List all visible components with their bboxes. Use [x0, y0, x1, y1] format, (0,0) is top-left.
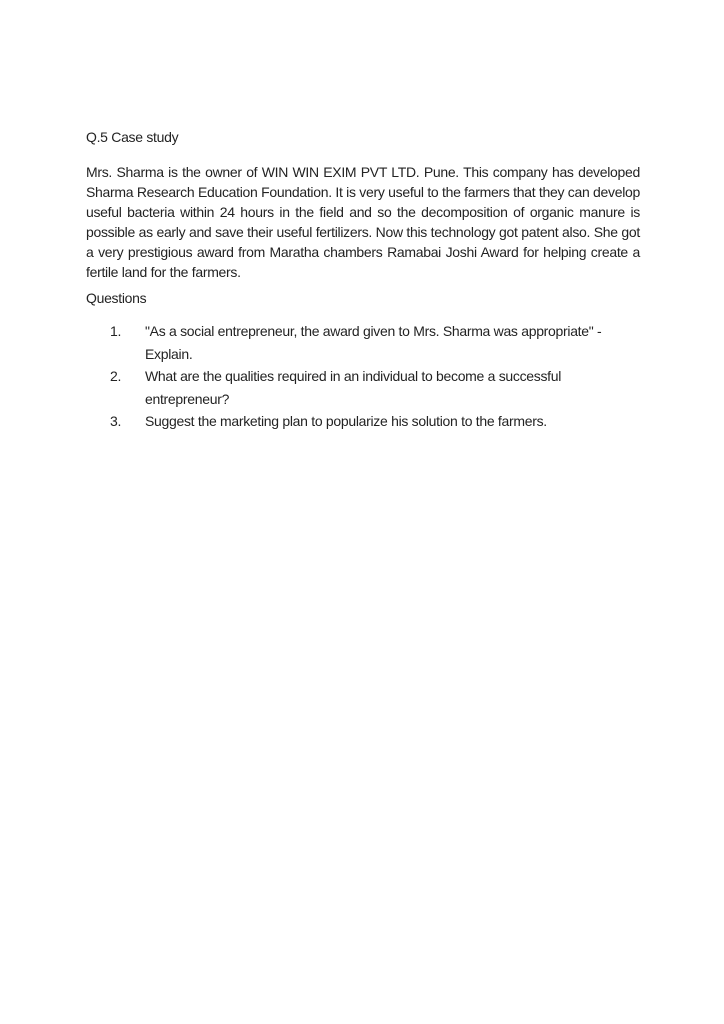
question-text: "As a social entrepreneur, the award given to Mrs. Sharma was appropriate" - Explain.: [145, 323, 602, 362]
questions-heading: Questions: [86, 290, 147, 306]
case-study-paragraph: Mrs. Sharma is the owner of WIN WIN EXIM PVT LTD. Pune. This company has developed Sharma Research Education Foundation. It is very useful to the farmers that they can develop useful bacteria within 24 hours in the field and so the decomposition of organic manure is possible as early and save their useful fertilizers. Now this technology got patent also. She got a very prestigious award from Maratha chambers Ramabai Joshi Award for helping create a fertile land for the farmers.: [86, 164, 640, 280]
document-content: [86, 130, 640, 433]
question-item: [110, 410, 640, 433]
question-text: Suggest the marketing plan to popularize his solution to the farmers.: [145, 413, 547, 429]
question-text: What are the qualities required in an individual to become a successful entrepreneur?: [145, 368, 562, 407]
questions-list: [86, 320, 640, 433]
question-item: [110, 365, 640, 410]
question-number: 3.: [110, 413, 122, 429]
question-number: 2.: [110, 368, 122, 384]
case-study-heading: Q.5 Case study: [86, 129, 179, 145]
question-number: 1.: [110, 323, 122, 339]
question-item: [110, 320, 640, 365]
